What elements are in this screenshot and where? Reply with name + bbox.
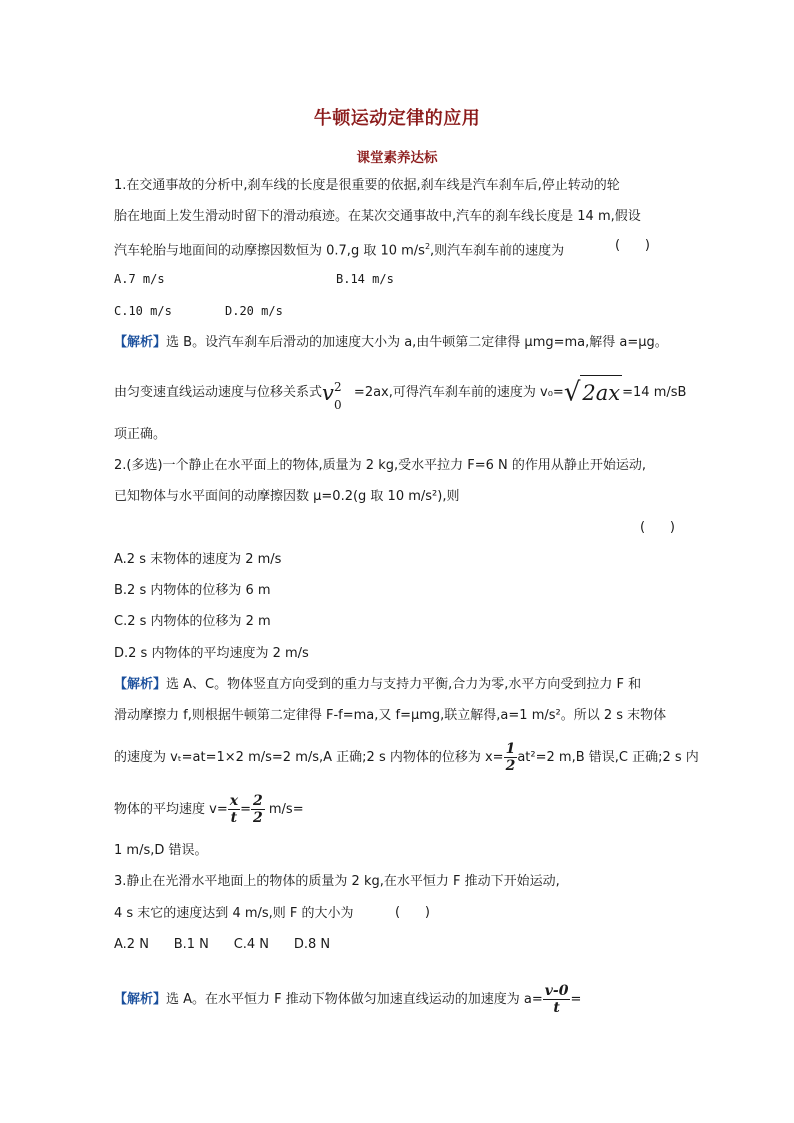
fraction-one-half: $\frac{1}{2}$ (505, 741, 516, 774)
q1-analysis-tag: 【解析】 (114, 335, 167, 350)
q2-text-line2: 已知物体与水平面间的动摩擦因数 μ=0.2(g 取 10 m/s²),则 (114, 489, 460, 504)
q1-line3-text-a: 汽车轮胎与地面间的动摩擦因数恒为 0.7,g 取 10 m/s (114, 243, 425, 259)
q3-analysis-eq: = (570, 992, 582, 1007)
q1-analysis-text2a: 由匀变速直线运动速度与位移关系式 (114, 385, 323, 400)
q1-analysis-line1 (114, 334, 668, 352)
q3-options: A.2 N B.1 N C.4 N D.8 N (114, 937, 331, 952)
q3-text-line2: 4 s 末它的速度达到 4 m/s,则 F 的大小为 (114, 906, 354, 921)
q2-analysis-tag: 【解析】 (114, 677, 167, 692)
q2-option-a: A.2 s 末物体的速度为 2 m/s (114, 552, 282, 567)
q3-text-line1: 3.静止在光滑水平地面上的物体的质量为 2 kg,在水平恒力 F 推动下开始运动, (114, 874, 560, 889)
q2-analysis-text3a: 的速度为 vₜ=at=1×2 m/s=2 m/s,A 正确;2 s 内物体的位移为 x= (114, 750, 504, 765)
v0-squared-formula: v 2 0 (322, 379, 342, 412)
q1-analysis-text2c: =14 m/sB (622, 385, 687, 400)
q2-analysis-text3b: at²=2 m,B 错误,C 正确;2 s 内 (517, 750, 699, 765)
fraction-x-over-t: $\frac{x}{t}$ (229, 793, 239, 826)
sqrt-2ax-formula: √2ax (564, 375, 622, 410)
q1-analysis-line2 (114, 375, 686, 410)
fraction-two-over-two: $\frac{2}{2}$ (252, 793, 263, 826)
q1-text-line3 (114, 238, 564, 260)
q1-option-a: A.7 m/s (114, 272, 165, 286)
q1-analysis-text1: 选 B。设汽车刹车后滑动的加速度大小为 a,由牛顿第二定律得 μmg=ma,解得 a=μg。 (166, 335, 668, 350)
q2-analysis-line5: 1 m/s,D 错误。 (114, 843, 208, 858)
q2-option-d: D.2 s 内物体的平均速度为 2 m/s (114, 646, 309, 661)
q2-analysis-line3 (114, 738, 699, 778)
q1-line3-sup: 2 (424, 242, 431, 251)
q2-analysis-text4a: 物体的平均速度 v= (114, 802, 228, 817)
q2-option-c: C.2 s 内物体的位移为 2 m (114, 614, 271, 629)
page-title: 牛顿运动定律的应用 (313, 108, 481, 129)
q1-option-c: C.10 m/s (114, 304, 172, 318)
q2-analysis-line1 (114, 676, 641, 694)
fraction-v-minus-0-over-t: $\frac{v-0}{t}$ (544, 983, 569, 1016)
q1-analysis-line3: 项正确。 (114, 427, 167, 442)
q2-option-b: B.2 s 内物体的位移为 6 m (114, 583, 271, 598)
q3-analysis-line1 (114, 982, 581, 1018)
section-subtitle: 课堂素养达标 (356, 150, 438, 166)
q2-answer-paren: ( ) (640, 520, 675, 535)
q2-analysis-text4b: m/s= (268, 802, 304, 817)
q1-option-d: D.20 m/s (225, 304, 283, 318)
q3-analysis-tag: 【解析】 (114, 992, 167, 1007)
q2-analysis-eq: = (240, 802, 251, 817)
q2-analysis-line4 (114, 792, 304, 828)
q1-text-line2: 胎在地面上发生滑动时留下的滑动痕迹。在某次交通事故中,汽车的刹车线长度是 14 m,假设 (114, 209, 641, 224)
q2-text-line1: 2.(多选)一个静止在水平面上的物体,质量为 2 kg,受水平拉力 F=6 N 的作用从静止开始运动, (114, 458, 647, 473)
q2-analysis-text1: 选 A、C。物体竖直方向受到的重力与支持力平衡,合力为零,水平方向受到拉力 F 和 (166, 677, 642, 692)
q1-option-b: B.14 m/s (336, 272, 394, 286)
q1-analysis-text2b: =2ax,可得汽车刹车前的速度为 v₀= (353, 385, 564, 400)
q1-text-line1: 1.在交通事故的分析中,刹车线的长度是很重要的依据,刹车线是汽车刹车后,停止转动的轮 (114, 178, 620, 193)
q2-analysis-line2: 滑动摩擦力 f,则根据牛顿第二定律得 F-f=ma,又 f=μmg,联立解得,a=1 m/s²。所以 2 s 末物体 (114, 708, 667, 723)
q3-analysis-text1: 选 A。在水平恒力 F 推动下物体做匀加速直线运动的加速度为 a= (166, 992, 543, 1007)
q1-answer-paren: ( ) (615, 238, 650, 253)
q1-line3-text-c: ,则汽车刹车前的速度为 (430, 243, 565, 259)
q3-answer-paren: ( ) (395, 905, 430, 920)
